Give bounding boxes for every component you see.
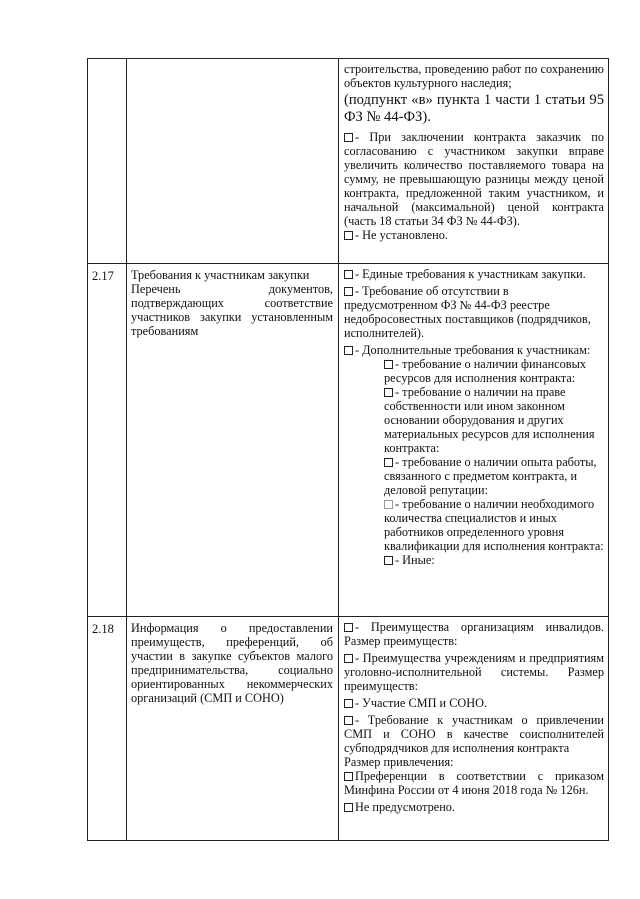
row-title: Информация о предоставлении преимуществ, преференций, об участии в закупке субъектов малого предпринимательства, социально ориентированных некоммерческих организаций (СМП и СОНО) — [127, 617, 339, 841]
checkbox-icon[interactable] — [384, 458, 393, 467]
checkbox-icon[interactable] — [344, 231, 353, 240]
option-smp-participation: - Участие СМП и СОНО. — [344, 696, 604, 710]
procurement-table — [87, 58, 609, 841]
option-penal-system: - Преимущества учреждениям и предприятиям уголовно-исполнительной системы. Размер преимуществ: — [344, 651, 604, 693]
row-content-cell — [339, 59, 609, 264]
checkbox-icon[interactable] — [384, 556, 393, 565]
checkbox-icon[interactable] — [384, 500, 393, 509]
checkbox-icon[interactable] — [344, 623, 353, 632]
continuation-text: строительства, проведению работ по сохранению объектов культурного наследия; — [344, 62, 604, 90]
checkbox-icon[interactable] — [384, 388, 393, 397]
legal-reference: (подпункт «в» пункта 1 части 1 статьи 95 ФЗ № 44-ФЗ). — [344, 92, 604, 125]
row-title-line-2: Перечень документов, подтверждающих соответствие участников закупки установленным требованиям — [131, 282, 333, 338]
sub-option-experience: - требование о наличии опыта работы, связанного с предметом контракта, и деловой репутации: — [384, 455, 597, 497]
sub-option-other: - Иные: — [384, 553, 604, 567]
checkbox-icon[interactable] — [344, 654, 353, 663]
checkbox-icon[interactable] — [384, 360, 393, 369]
row-title-cell — [127, 59, 339, 264]
checkbox-icon[interactable] — [344, 772, 353, 781]
option-preferences: Преференции в соответствии с приказом Минфина России от 4 июня 2018 года № 126н. — [344, 769, 604, 797]
sub-option-financial: - требование о наличии финансовых ресурсов для исполнения контракта: — [384, 357, 586, 385]
row-title-line-1: Требования к участникам закупки — [131, 268, 310, 282]
table-row-2-17 — [88, 264, 609, 617]
row-content — [339, 617, 609, 841]
option-not-set: - Не установлено. — [344, 228, 604, 242]
option-additional: - Дополнительные требования к участникам: — [344, 343, 604, 357]
option-increase-quantity: - При заключении контракта заказчик по согласованию с участником закупки вправе увеличить количество поставляемого товара на сумму, не превышающую разницы между ценой контракта, предложенной таким участником, и начальной (максимальной) ценой контракта (часть 18 статьи 34 ФЗ № 44-ФЗ). — [344, 130, 604, 228]
checkbox-icon[interactable] — [344, 803, 353, 812]
checkbox-icon[interactable] — [344, 287, 353, 296]
option-invalids: - Преимущества организациям инвалидов. Размер преимуществ: — [344, 620, 604, 648]
checkbox-icon[interactable] — [344, 270, 353, 279]
row-number: 2.17 — [88, 264, 127, 617]
checkbox-icon[interactable] — [344, 716, 353, 725]
row-number-cell — [88, 59, 127, 264]
row-title — [127, 264, 339, 617]
checkbox-icon[interactable] — [344, 346, 353, 355]
row-content — [339, 264, 609, 617]
checkbox-icon[interactable] — [344, 699, 353, 708]
sub-option-equipment: - требование о наличии на праве собственности или ином законном основании оборудования и других материальных ресурсов для исполнения контракта: — [384, 385, 595, 455]
option-subcontract: - Требование к участникам о привлечении СМП и СОНО в качестве соисполнителей субподрядчиков для исполнения контракта — [344, 713, 604, 755]
checkbox-icon[interactable] — [344, 133, 353, 142]
option-not-provided: Не предусмотрено. — [344, 800, 604, 814]
subcontract-size-label: Размер привлечения: — [344, 755, 454, 769]
row-number: 2.18 — [88, 617, 127, 841]
option-unified: - Единые требования к участникам закупки. — [344, 267, 604, 281]
table-row-continuation — [88, 59, 609, 264]
option-absence-registry: - Требование об отсутствии в предусмотренном ФЗ № 44-ФЗ реестре недобросовестных поставщиков (подрядчиков, исполнителей). — [344, 284, 591, 340]
table-row-2-18 — [88, 617, 609, 841]
sub-option-staff: - требование о наличии необходимого количества специалистов и иных работников определенного уровня квалификации для исполнения контракта: — [384, 497, 604, 553]
